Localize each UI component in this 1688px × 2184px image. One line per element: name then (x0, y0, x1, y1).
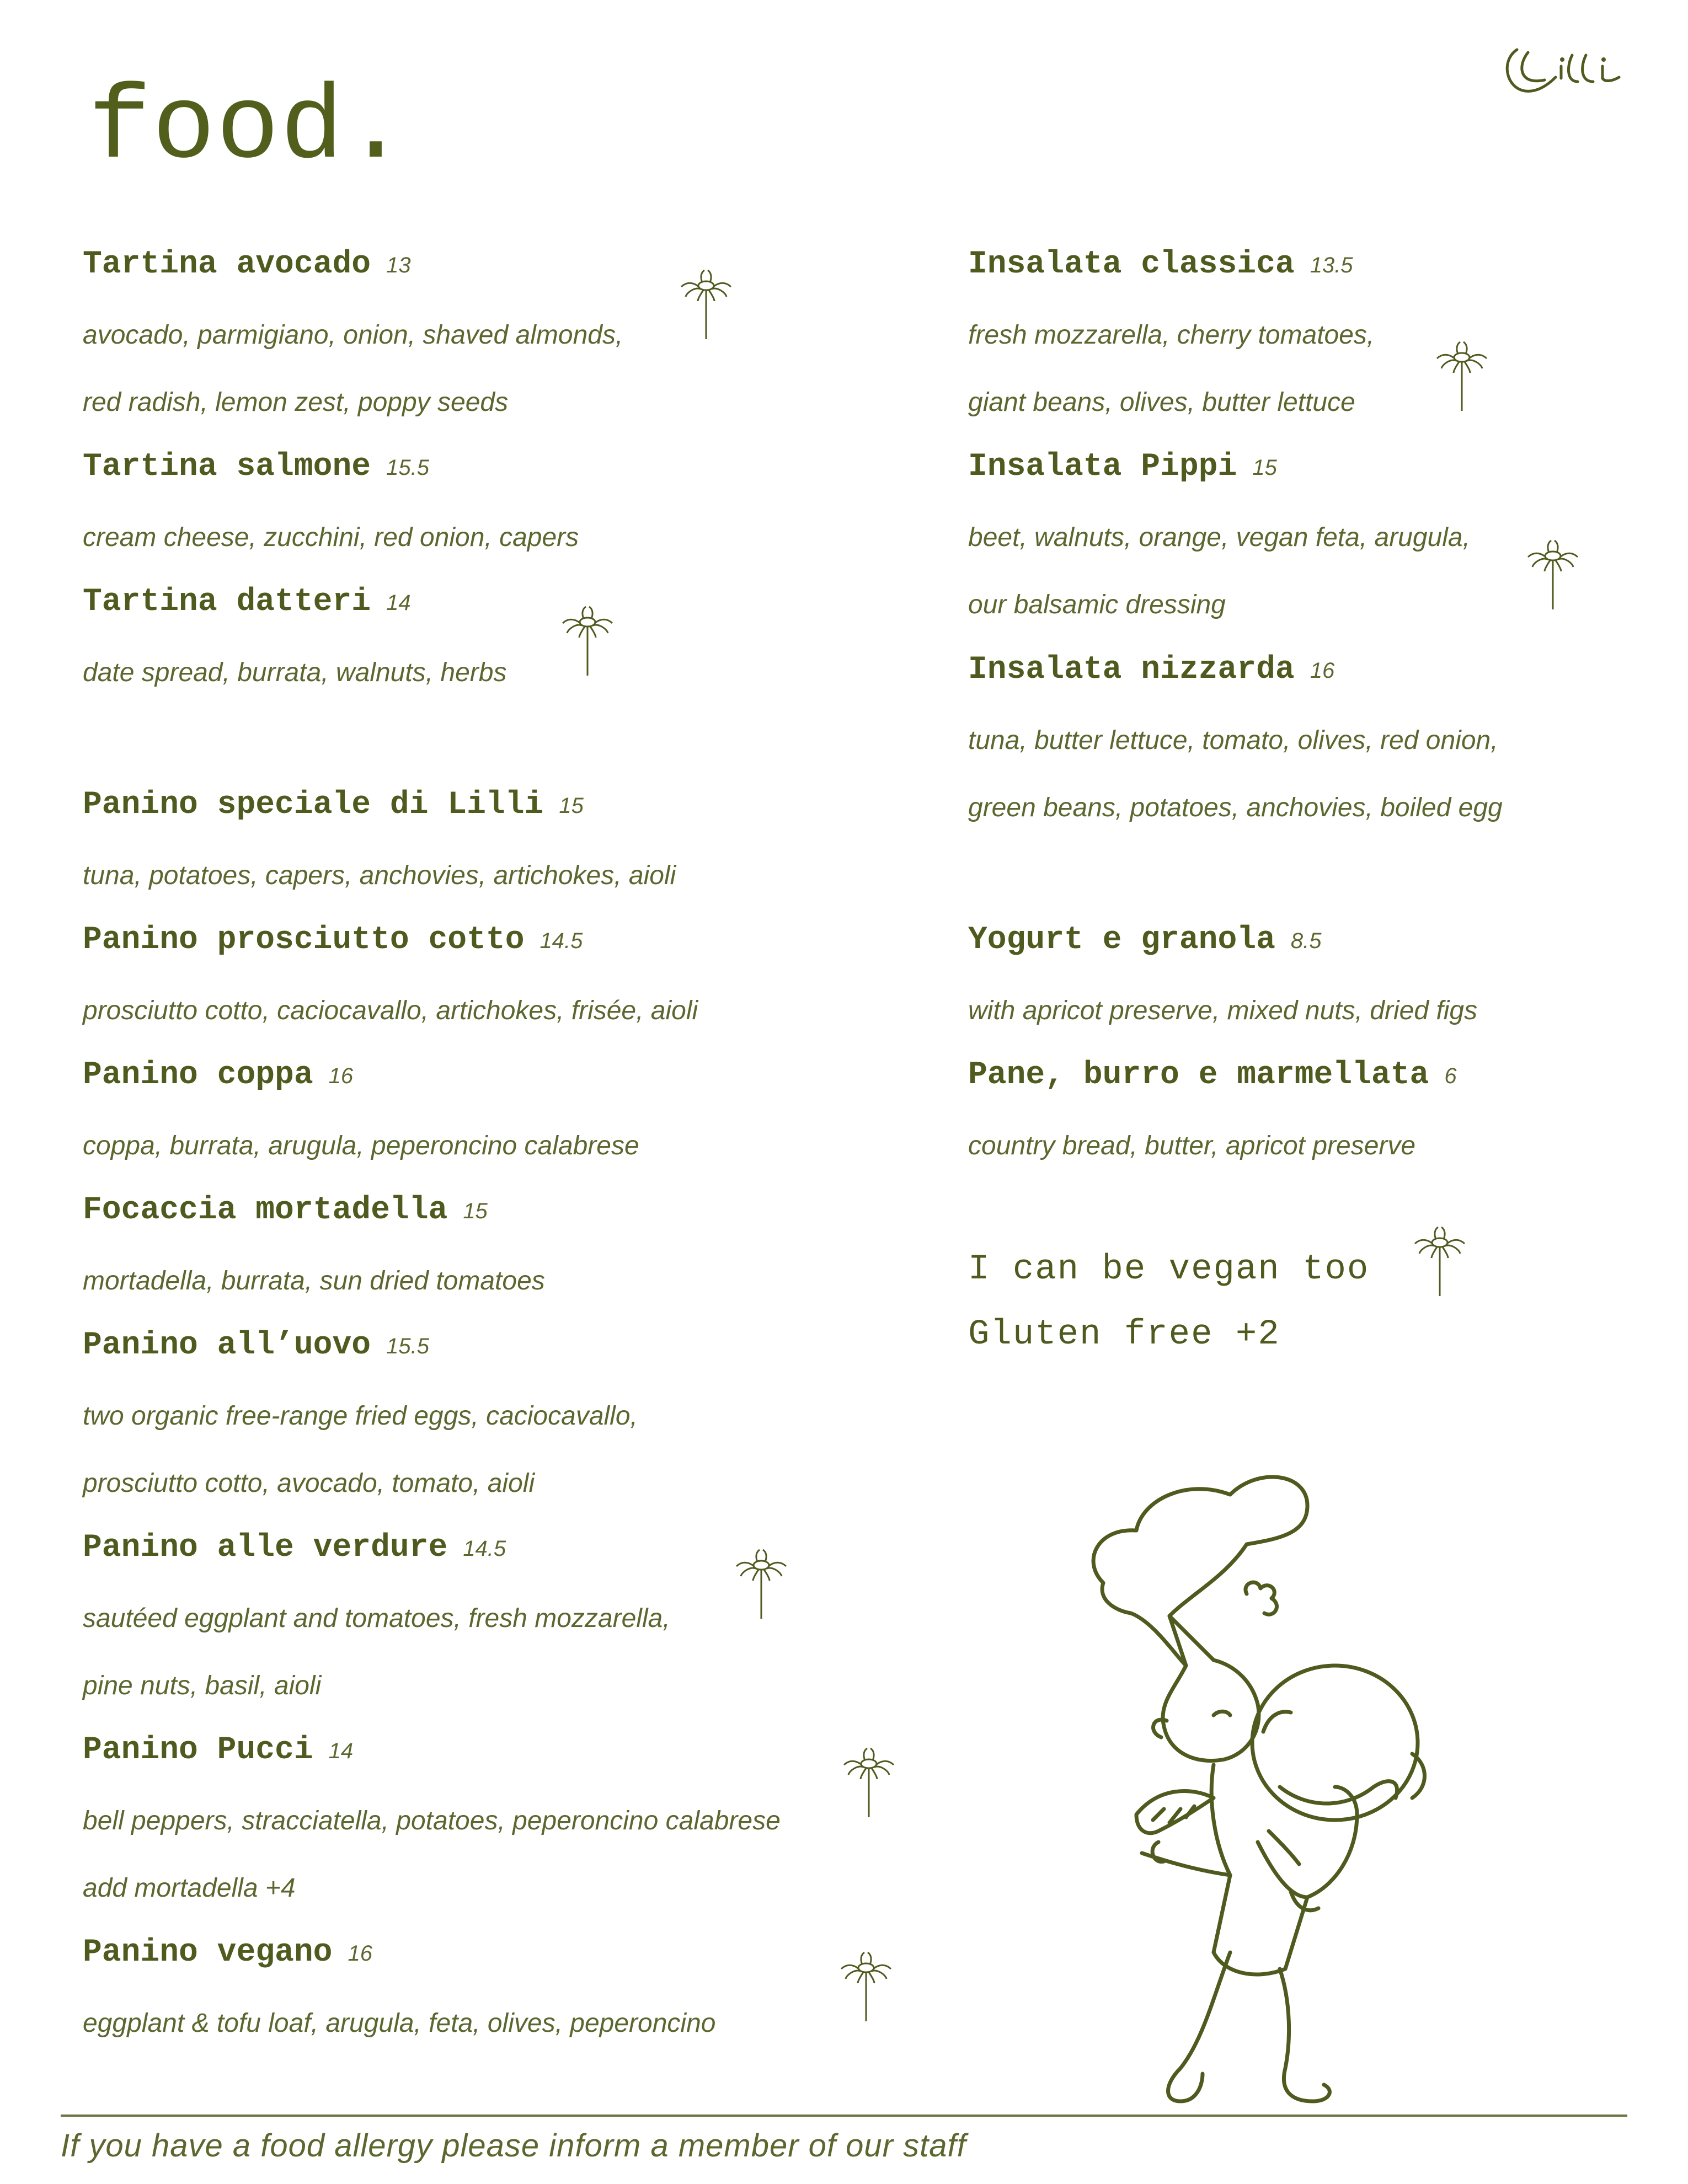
menu-item-description: beet, walnuts, orange, vegan feta, arugula, (968, 523, 1470, 552)
menu-item-name: Panino prosciutto cotto 14.5 (83, 922, 583, 958)
menu-item-price: 15 (1252, 456, 1277, 480)
menu-item-description: eggplant & tofu loaf, arugula, feta, olives, peperoncino (83, 2009, 716, 2038)
menu-item-name: Yogurt e granola 8.5 (968, 922, 1322, 958)
menu-item-name: Panino alle verdure 14.5 (83, 1530, 506, 1566)
menu-item-price: 15.5 (386, 1334, 429, 1358)
lilli-logo (1495, 39, 1660, 105)
menu-item-price: 16 (1310, 659, 1335, 683)
menu-item-price: 6 (1444, 1064, 1457, 1088)
daisy-flower-icon (1431, 336, 1492, 414)
menu-item-name: Insalata classica 13.5 (968, 247, 1353, 282)
menu-item-description: red radish, lemon zest, poppy seeds (83, 388, 509, 417)
menu-item-description: pine nuts, basil, aioli (83, 1671, 322, 1700)
menu-item-description: our balsamic dressing (968, 590, 1226, 619)
menu-item-name: Insalata Pippi 15 (968, 449, 1277, 485)
menu-item-price: 15.5 (386, 456, 429, 480)
menu-item-name: Tartina avocado 13 (83, 247, 411, 282)
daisy-flower-icon (836, 1947, 896, 2024)
page-title: food. (88, 70, 409, 189)
menu-item-name: Panino all’uovo 15.5 (83, 1327, 429, 1363)
menu-item-description: avocado, parmigiano, onion, shaved almonds, (83, 320, 623, 350)
menu-item-description: country bread, butter, apricot preserve (968, 1131, 1416, 1160)
menu-item-description: bell peppers, stracciatella, potatoes, peperoncino calabrese (83, 1806, 781, 1835)
menu-item-description: green beans, potatoes, anchovies, boiled egg (968, 793, 1503, 822)
menu-item-price: 14 (328, 1739, 354, 1763)
menu-item-price: 13 (386, 253, 411, 277)
menu-item-description: prosciutto cotto, caciocavallo, artichokes, frisée, aioli (83, 996, 698, 1025)
menu-item-description: prosciutto cotto, avocado, tomato, aioli (83, 1469, 535, 1498)
menu-item-price: 8.5 (1290, 929, 1322, 953)
menu-item-description: tuna, butter lettuce, tomato, olives, red onion, (968, 726, 1498, 755)
menu-item-price: 13.5 (1310, 253, 1353, 277)
daisy-flower-icon (731, 1544, 792, 1621)
menu-item-description: cream cheese, zucchini, red onion, capers (83, 523, 579, 552)
menu-item-name: Panino vegano 16 (83, 1935, 372, 1971)
menu-item-description: two organic free-range fried eggs, caciocavallo, (83, 1401, 638, 1431)
menu-item-name: Tartina datteri 14 (83, 584, 411, 620)
allergy-notice: If you have a food allergy please inform a member of our staff (61, 2128, 966, 2164)
menu-item-description: mortadella, burrata, sun dried tomatoes (83, 1266, 545, 1296)
daisy-flower-icon (838, 1743, 899, 1820)
menu-item-description: giant beans, olives, butter lettuce (968, 388, 1355, 417)
menu-item-price: 14 (386, 591, 411, 615)
daisy-flower-icon (557, 601, 618, 678)
menu-item-name: Panino speciale di Lilli 15 (83, 787, 584, 823)
gluten-free-note: Gluten free +2 (968, 1315, 1280, 1355)
menu-item-price: 15 (559, 794, 584, 818)
vegan-note: I can be vegan too (968, 1250, 1370, 1289)
menu-item-price: 16 (348, 1941, 372, 1966)
menu-item-description: tuna, potatoes, capers, anchovies, artichokes, aioli (83, 861, 676, 890)
menu-item-price: 14.5 (463, 1537, 506, 1561)
menu-item-name: Panino Pucci 14 (83, 1732, 354, 1768)
menu-item-description: sautéed eggplant and tomatoes, fresh mozzarella, (83, 1604, 670, 1633)
menu-item-description: date spread, burrata, walnuts, herbs (83, 658, 507, 687)
footer-divider (61, 2115, 1627, 2117)
menu-item-name: Panino coppa 16 (83, 1057, 354, 1093)
menu-item-name: Tartina salmone 15.5 (83, 449, 429, 485)
menu-item-name: Insalata nizzarda 16 (968, 652, 1335, 688)
daisy-flower-icon (1523, 535, 1583, 612)
menu-item-price: 15 (463, 1199, 488, 1223)
menu-item-description: fresh mozzarella, cherry tomatoes, (968, 320, 1375, 350)
cherub-chef-icon (1048, 1456, 1545, 2118)
menu-item-description: with apricot preserve, mixed nuts, dried figs (968, 996, 1478, 1025)
menu-item-price: 16 (328, 1064, 354, 1088)
menu-item-name: Focaccia mortadella 15 (83, 1192, 488, 1228)
daisy-flower-icon (1409, 1222, 1470, 1299)
menu-item-name: Pane, burro e marmellata 6 (968, 1057, 1457, 1093)
menu-item-description: coppa, burrata, arugula, peperoncino calabrese (83, 1131, 639, 1160)
daisy-flower-icon (676, 265, 736, 342)
menu-item-description: add mortadella +4 (83, 1873, 296, 1903)
menu-item-price: 14.5 (539, 929, 583, 953)
